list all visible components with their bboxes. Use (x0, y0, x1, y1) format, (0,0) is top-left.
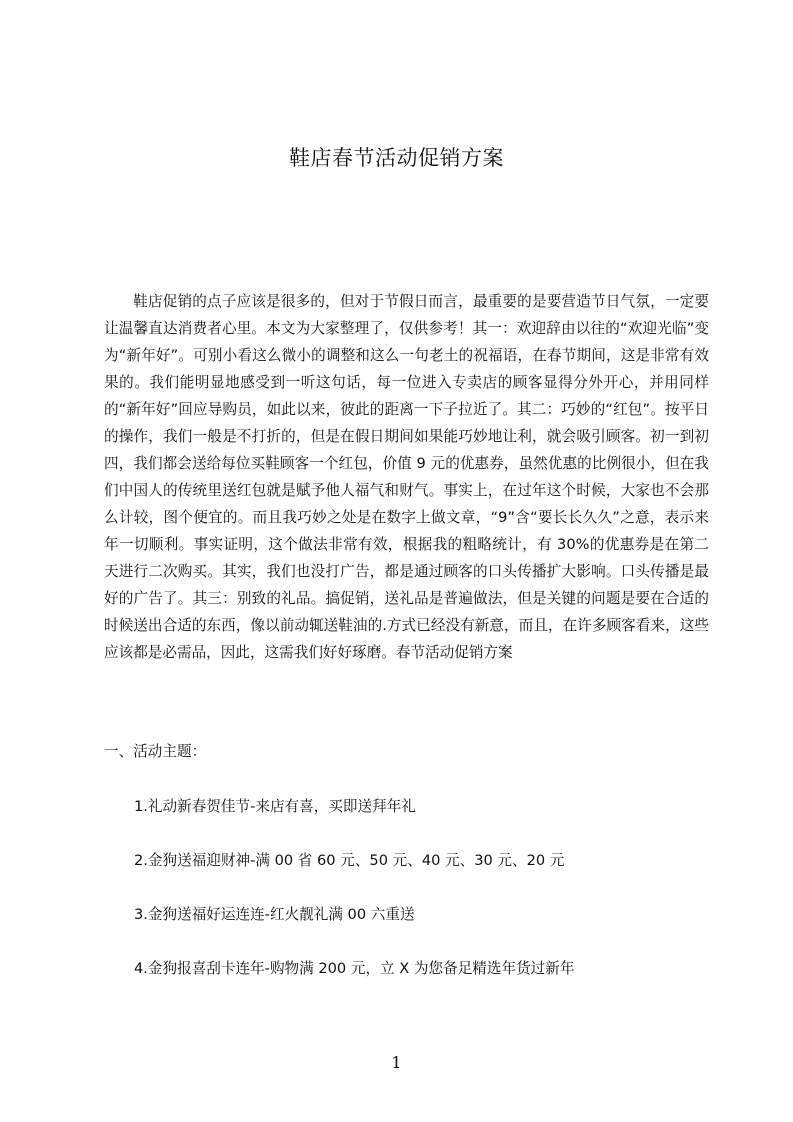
body-paragraph: 鞋店促销的点子应该是很多的，但对于节假日而言，最重要的是要营造节日气氛，一定要让温馨直达消费者心里。本文为大家整理了，仅供参考！其一：欢迎辞由以往的“欢迎光临”变为“新年好”。可别小看这么微小的调整和这么一句老土的祝福语，在春节期间，这是非常有效果的。我们能明显地感受到一听这句话，每一位进入专卖店的顾客显得分外开心，并用同样的“新年好”回应导购员，如此以来，彼此的距离一下子拉近了。其二：巧妙的“红包”。按平日的操作，我们一般是不打折的，但是在假日期间如果能巧妙地让利，就会吸引顾客。初一到初四，我们都会送给每位买鞋顾客一个红包，价值 9 元的优惠券，虽然优惠的比例很小，但在我们中国人的传统里送红包就是赋予他人福气和财气。事实上，在过年这个时候，大家也不会那么计较，图个便宜的。而且我巧妙之处是在数字上做文章，“9”含“要长长久久”之意，表示来年一切顺利。事实证明，这个做法非常有效，根据我的粗略统计，有 30%的优惠券是在第二天进行二次购买。其实，我们也没打广告，都是通过顾客的口头传播扩大影响。口头传播是最好的广告了。其三：别致的礼品。搞促销，送礼品是普遍做法，但是关键的问题是要在合适的时候送出合适的东西，像以前动辄送鞋油的.方式已经没有新意，而且，在许多顾客看来，这些应该都是必需品，因此，这需我们好好琢磨。春节活动促销方案 (104, 293, 709, 661)
list-item: 2.金狗送福迎财神-满 00 省 60 元、50 元、40 元、30 元、20 元 (134, 852, 565, 869)
list-item: 4.金狗报喜刮卡连年-购物满 200 元，立 X 为您备足精选年货过新年 (134, 960, 575, 977)
document-title: 鞋店春节活动促销方案 (289, 146, 504, 170)
list-item: 3.金狗送福好运连连-红火靓礼满 00 六重送 (134, 906, 415, 923)
list-item: 1.礼动新春贺佳节-来店有喜，买即送拜年礼 (134, 798, 416, 815)
page-number: 1 (391, 1053, 402, 1072)
section-heading: 一、活动主题： (104, 743, 207, 760)
